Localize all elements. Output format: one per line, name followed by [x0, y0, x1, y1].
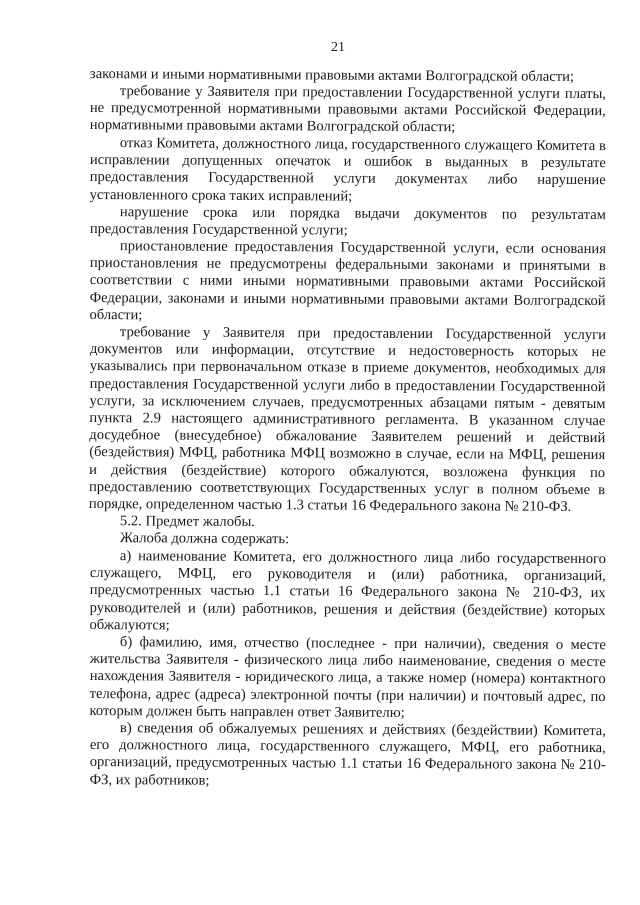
paragraph: нарушение срока или порядка выдачи документов по результатам предоставления Государственной услуги;: [89, 203, 606, 239]
paragraph: Жалоба должна содержать:: [119, 530, 290, 548]
paragraph: требование у Заявителя при предоставлении Государственной услуги платы, не предусмотренной нормативными правовыми актами Российской Федерации, нормативными правовыми актами Волгоградской области;: [89, 83, 606, 136]
paragraph: законами и иными нормативными правовыми актами Волгоградской области;: [89, 66, 575, 85]
list-item: б) фамилию, имя, отчество (последнее - при наличии), сведения о месте жительства Заявителя - физического лица либо наименование, сведения о месте нахождения Заявителя - юридического лица, а также номер (номера) контактного телефона, адрес (адреса) электронной почты (при наличии) и почтовый адрес, по которым должен быть направлен ответ Заявителю;: [89, 633, 606, 721]
section-heading: 5.2. Предмет жалобы.: [119, 513, 255, 531]
paragraph: требование у Заявителя при предоставлении Государственной услуги документов или информации, отсутствие и недостоверность которых не указывались при первоначальном отказе в приеме документов, необходимых для предоставления Государственной услуги либо в предоставлении Государственной услуги, за исключением случаев, предусмотренных абзацами пятым - девятым пункта 2.9 настоящего административного регламента. В указанном случае досудебное (внесудебное) обжалование Заявителем решений и действий (бездействия) МФЦ, работника МФЦ возможно в случае, если на МФЦ, решения и действия (бездействие) которого обжалуются, возложена функция по предоставлению соответствующих Государственных услуг в полном объеме в порядке, определенном частью 1.3 статьи 16 Федерального закона № 210-ФЗ.: [88, 324, 606, 516]
list-item: в) сведения об обжалуемых решениях и действиях (бездействии) Комитета, его должностного лица, государственного служащего, МФЦ, его работника, организаций, предусмотренных частью 1.1 статьи 16 Федерального закона № 210-ФЗ, их работников;: [89, 719, 606, 789]
paragraph: приостановление предоставления Государственной услуги, если основания приостановления не предусмотрены федеральными законами и принятыми в соответствии с ними иными нормативными правовыми актами Российской Федерации, законами и иными нормативными правовыми актами Волгоградской области;: [89, 238, 606, 324]
list-item: а) наименование Комитета, его должностного лица либо государственного служащего, МФЦ, его руководителя и (или) работника, организаций, предусмотренных частью 1.1 статьи 16 Федерального закона № 210-ФЗ, их руководителей и (или) работников, решения и действия (бездействие) которых обжалуются;: [89, 547, 606, 633]
page-number: 21: [331, 40, 345, 55]
document-body: [90, 66, 606, 789]
paragraph: отказ Комитета, должностного лица, государственного служащего Комитета в исправлении допущенных опечаток и ошибок в выданных в результате предоставления Государственной услуги документах либо нарушение установленного срока таких исправлений;: [89, 134, 606, 205]
